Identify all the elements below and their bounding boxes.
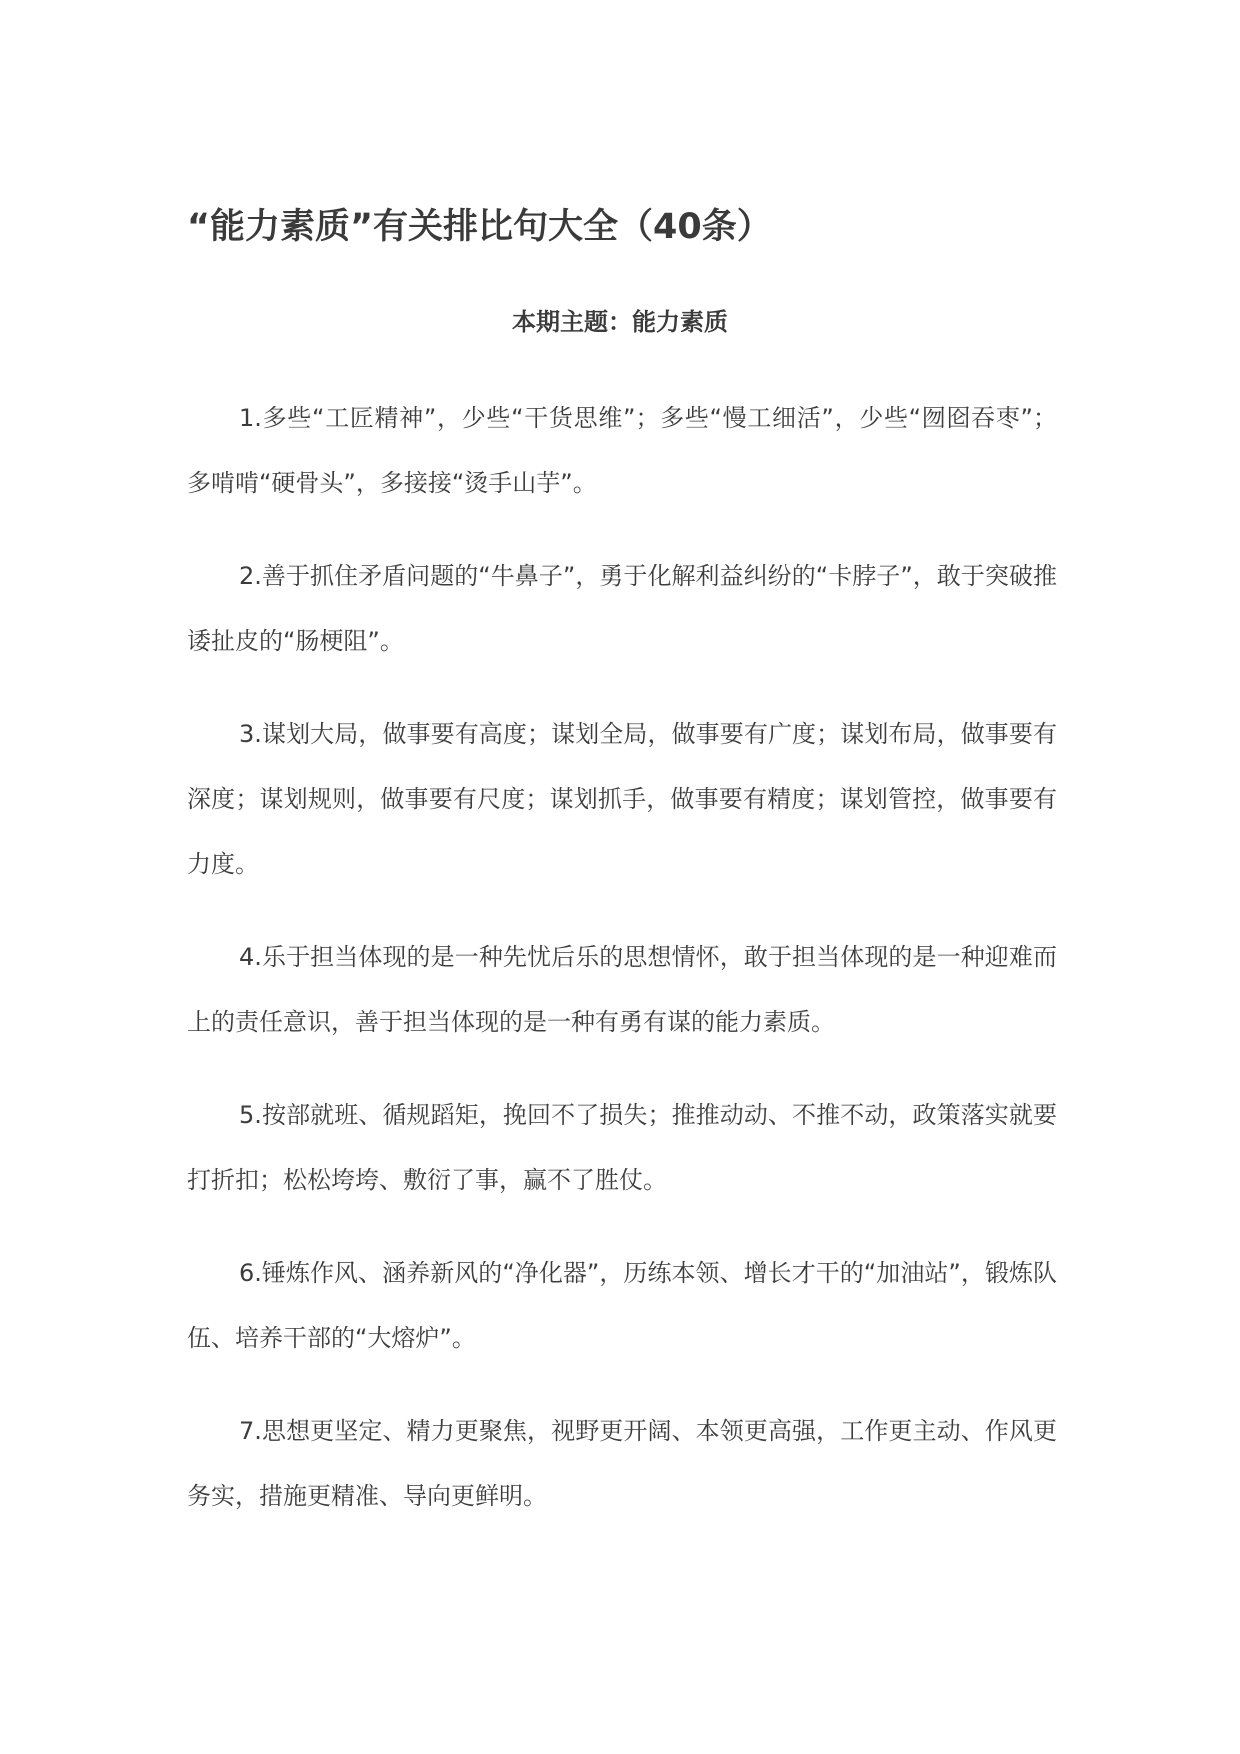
- paragraph-3: 3.谋划大局，做事要有高度；谋划全局，做事要有广度；谋划布局，做事要有深度；谋划规则，做事要有尺度；谋划抓手，做事要有精度；谋划管控，做事要有力度。: [187, 720, 1057, 878]
- paragraph-1: 1.多些“工匠精神”，少些“干货思维”；多些“慢工细活”，少些“囫囵吞枣”；多啃啃“硬骨头”，多接接“烫手山芋”。: [187, 404, 1057, 497]
- paragraph-7: 7.思想更坚定、精力更聚焦，视野更开阔、本领更高强，工作更主动、作风更务实，措施更精准、导向更鲜明。: [187, 1417, 1057, 1510]
- document-title: “能力素质”有关排比句大全（40条）: [187, 207, 772, 247]
- paragraph-2: 2.善于抓住矛盾问题的“牛鼻子”，勇于化解利益纠纷的“卡脖子”，敢于突破推诿扯皮的“肠梗阻”。: [187, 562, 1057, 655]
- document-body: [187, 386, 1057, 1557]
- paragraph-5: 5.按部就班、循规蹈矩，挽回不了损失；推推动动、不推不动，政策落实就要打折扣；松松垮垮、敷衍了事，赢不了胜仗。: [187, 1101, 1057, 1194]
- paragraph-4: 4.乐于担当体现的是一种先忧后乐的思想情怀，敢于担当体现的是一种迎难而上的责任意识，善于担当体现的是一种有勇有谋的能力素质。: [187, 943, 1057, 1036]
- document-subtitle: 本期主题：能力素质: [512, 308, 728, 336]
- paragraph-6: 6.锤炼作风、涵养新风的“净化器”，历练本领、增长才干的“加油站”，锻炼队伍、培养干部的“大熔炉”。: [187, 1259, 1057, 1352]
